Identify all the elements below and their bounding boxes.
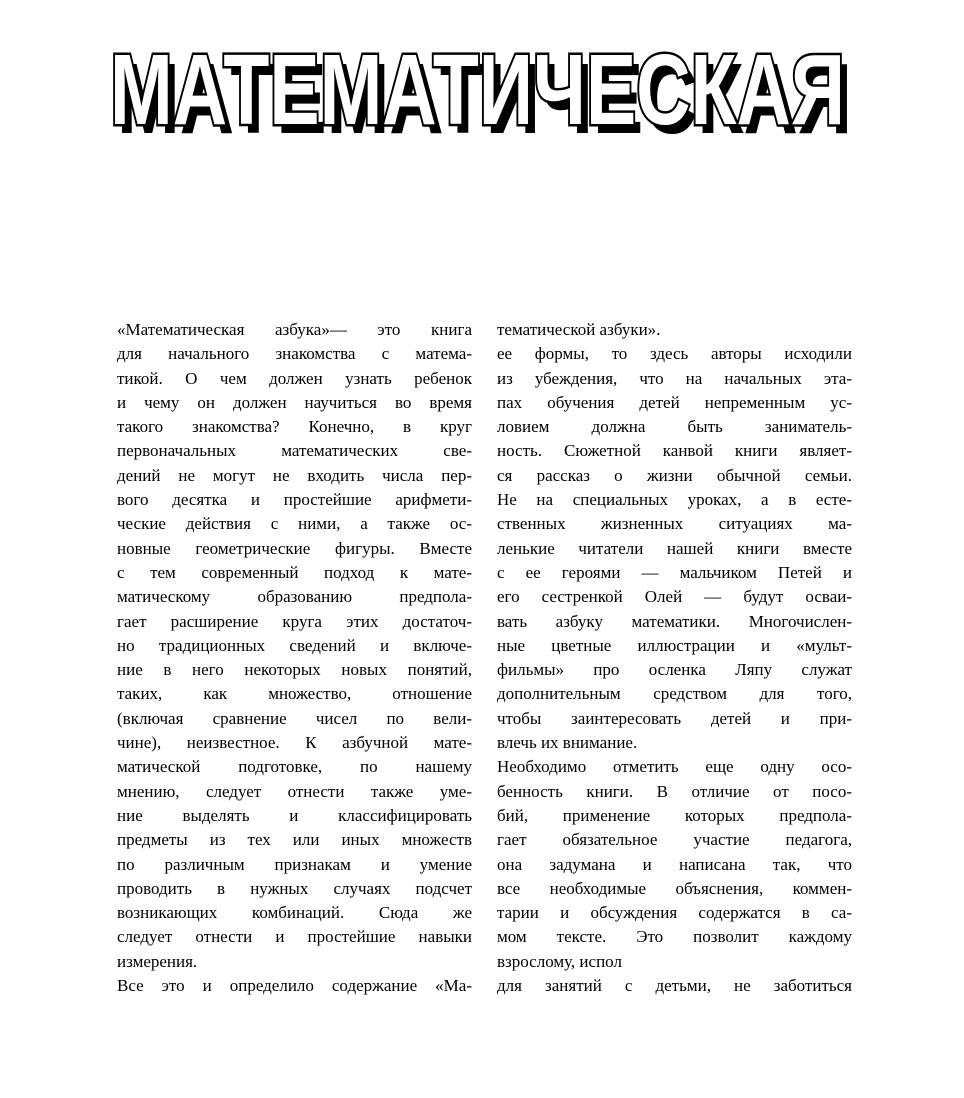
text-line: и чему он должен научиться во время (117, 392, 472, 412)
text-line: из убеждения, что на начальных эта- (497, 368, 852, 388)
text-line: матической подготовке, по нашему (117, 757, 472, 777)
page-headline (108, 38, 858, 146)
right-text-column (497, 318, 852, 998)
text-line: ее формы, то здесь авторы исходили (497, 344, 852, 364)
text-line: с ее героями — мальчиком Петей и (497, 562, 852, 582)
text-line: ся рассказ о жизни обычной семьи. (497, 465, 852, 485)
text-line: дополнительным средством для того, (497, 684, 852, 704)
text-line: таких, как множество, отношение (117, 684, 472, 704)
text-line: матическому образованию предпола- (117, 587, 472, 607)
text-line: ловием должна быть заниматель- (497, 417, 852, 437)
text-line: следует отнести и простейшие навыки (117, 927, 472, 947)
text-line: с тем современный подход к мате- (117, 562, 472, 582)
text-line: пах обучения детей непременным ус- (497, 392, 852, 412)
left-text-column (117, 318, 472, 998)
text-line: возникающих комбинаций. Сюда же (117, 903, 472, 923)
text-line: чтобы заинтересовать детей и при- (497, 708, 852, 728)
text-line: вого десятка и простейшие арифмети- (117, 490, 472, 510)
text-line: мом тексте. Это позволит каждому (497, 927, 852, 947)
text-line: проводить в нужных случаях подсчет (117, 878, 472, 898)
text-line: чине), неизвестное. К азбучной мате- (117, 733, 472, 753)
text-line: гает расширение круга этих достаточ- (117, 611, 472, 631)
text-line: влечь их внимание. (497, 733, 638, 753)
text-line: фильмы» про осленка Ляпу служат (497, 660, 852, 680)
headline-shadow: МАТЕМАТИЧЕСКАЯ (117, 43, 852, 146)
text-line: измерения. (117, 951, 198, 971)
text-line: все необходимые объяснения, коммен- (497, 878, 852, 898)
text-line: ние выделять и классифицировать (117, 805, 472, 825)
text-line: тикой. О чем должен узнать ребенок (117, 368, 472, 388)
text-line: Необходимо отметить еще одну осо- (497, 757, 852, 777)
text-line: его сестренкой Олей — будут осваи- (497, 587, 852, 607)
text-line: для занятий с детьми, не заботиться (497, 976, 852, 996)
text-line: Не на специальных уроках, а в есте- (497, 490, 852, 510)
text-line: вать азбуку математики. Многочислен- (497, 611, 852, 631)
text-line: ческие действия с ними, а также ос- (117, 514, 472, 534)
text-line: но традиционных сведений и включе- (117, 635, 472, 655)
text-line: (включая сравнение чисел по вели- (117, 708, 472, 728)
text-line: бий, применение которых предпола- (497, 805, 852, 825)
headline-text: МАТЕМАТИЧЕСКАЯ (110, 38, 845, 146)
text-line: гает обязательное участие педагога, (497, 830, 852, 850)
text-line: такого знакомства? Конечно, в круг (117, 417, 472, 437)
text-line: ние в него некоторых новых понятий, (117, 660, 472, 680)
text-line: «Математическая азбука»— это книга (117, 320, 472, 339)
text-line: первоначальных математических све- (117, 441, 472, 461)
text-line: она задумана и написана так, что (497, 854, 852, 874)
text-line: мнению, следует отнести также уме- (117, 781, 472, 801)
text-line: для начального знакомства с матема- (117, 344, 472, 364)
text-line: бенность книги. В отличие от посо- (497, 781, 852, 801)
text-line: ственных жизненных ситуациях ма- (497, 514, 852, 534)
text-line: ные цветные иллюстрации и «мульт- (497, 635, 852, 655)
text-line: дений не могут не входить числа пер- (117, 465, 472, 485)
text-line: предметы из тех или иных множеств (117, 830, 472, 850)
text-line: взрослому, испол (497, 951, 622, 971)
text-line: ленькие читатели нашей книги вместе (497, 538, 852, 558)
text-line: Все это и определило содержание «Ма- (117, 976, 472, 996)
text-line: новные геометрические фигуры. Вместе (117, 538, 472, 558)
text-line: ность. Сюжетной канвой книги являет- (497, 441, 852, 461)
text-line: тарии и обсуждения содержатся в са- (497, 903, 852, 923)
text-line: тематической азбуки». (497, 320, 661, 339)
text-line: по различным признакам и умение (117, 854, 472, 874)
